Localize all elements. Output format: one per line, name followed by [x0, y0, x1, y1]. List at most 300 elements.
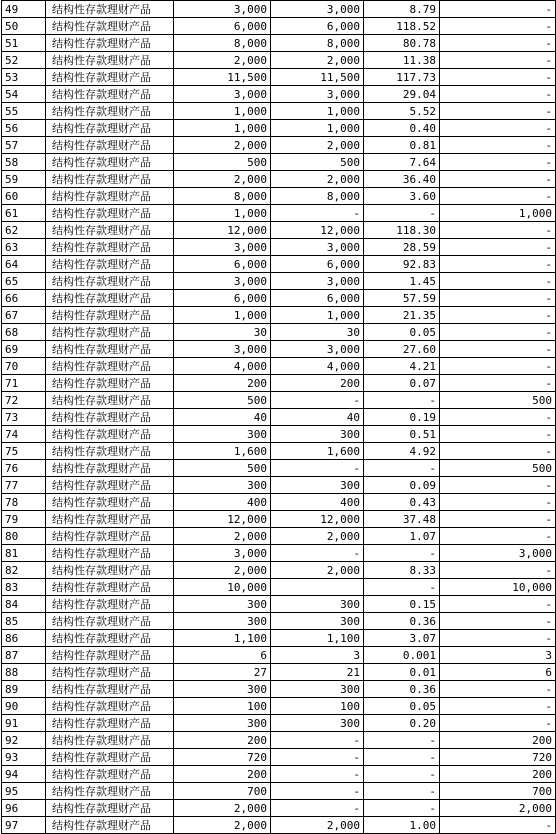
- amount-cell: 1,000: [174, 307, 271, 324]
- row-number-cell: 79: [2, 511, 46, 528]
- amount-cell: 30: [174, 324, 271, 341]
- table-row: [2, 69, 556, 86]
- income-cell: 21.35: [364, 307, 440, 324]
- product-name-cell: 结构性存款理财产品: [46, 681, 174, 698]
- income-cell: 0.05: [364, 698, 440, 715]
- outstanding-amount-cell: 500: [440, 460, 556, 477]
- outstanding-amount-cell: -: [440, 307, 556, 324]
- income-cell: -: [364, 205, 440, 222]
- income-cell: 1.45: [364, 273, 440, 290]
- row-number-cell: 62: [2, 222, 46, 239]
- row-number-cell: 58: [2, 154, 46, 171]
- income-cell: -: [364, 460, 440, 477]
- outstanding-amount-cell: 2,000: [440, 800, 556, 817]
- amount-cell: 400: [174, 494, 271, 511]
- table-row: [2, 494, 556, 511]
- outstanding-amount-cell: -: [440, 562, 556, 579]
- table-row: [2, 800, 556, 817]
- redeemed-amount-cell: 3,000: [271, 341, 364, 358]
- row-number-cell: 60: [2, 188, 46, 205]
- product-name-cell: 结构性存款理财产品: [46, 1, 174, 18]
- income-cell: 3.07: [364, 630, 440, 647]
- income-cell: 8.79: [364, 1, 440, 18]
- income-cell: 1.07: [364, 528, 440, 545]
- product-name-cell: 结构性存款理财产品: [46, 239, 174, 256]
- income-cell: 8.33: [364, 562, 440, 579]
- redeemed-amount-cell: 8,000: [271, 188, 364, 205]
- redeemed-amount-cell: 3,000: [271, 86, 364, 103]
- outstanding-amount-cell: -: [440, 35, 556, 52]
- outstanding-amount-cell: 720: [440, 749, 556, 766]
- product-name-cell: 结构性存款理财产品: [46, 205, 174, 222]
- income-cell: 0.20: [364, 715, 440, 732]
- amount-cell: 8,000: [174, 188, 271, 205]
- amount-cell: 2,000: [174, 528, 271, 545]
- outstanding-amount-cell: -: [440, 188, 556, 205]
- amount-cell: 1,000: [174, 103, 271, 120]
- row-number-cell: 63: [2, 239, 46, 256]
- row-number-cell: 53: [2, 69, 46, 86]
- table-row: [2, 341, 556, 358]
- redeemed-amount-cell: 3: [271, 647, 364, 664]
- amount-cell: 1,000: [174, 205, 271, 222]
- redeemed-amount-cell: -: [271, 732, 364, 749]
- row-number-cell: 72: [2, 392, 46, 409]
- table-row: [2, 392, 556, 409]
- income-cell: 0.15: [364, 596, 440, 613]
- product-name-cell: 结构性存款理财产品: [46, 630, 174, 647]
- income-cell: 0.40: [364, 120, 440, 137]
- product-name-cell: 结构性存款理财产品: [46, 817, 174, 834]
- row-number-cell: 77: [2, 477, 46, 494]
- redeemed-amount-cell: -: [271, 545, 364, 562]
- outstanding-amount-cell: -: [440, 817, 556, 834]
- outstanding-amount-cell: -: [440, 375, 556, 392]
- redeemed-amount-cell: 12,000: [271, 222, 364, 239]
- amount-cell: 2,000: [174, 800, 271, 817]
- amount-cell: 6: [174, 647, 271, 664]
- income-cell: -: [364, 766, 440, 783]
- redeemed-amount-cell: 11,500: [271, 69, 364, 86]
- table-row: [2, 732, 556, 749]
- income-cell: -: [364, 392, 440, 409]
- outstanding-amount-cell: 6: [440, 664, 556, 681]
- product-name-cell: 结构性存款理财产品: [46, 35, 174, 52]
- redeemed-amount-cell: 8,000: [271, 35, 364, 52]
- table-row: [2, 409, 556, 426]
- product-name-cell: 结构性存款理财产品: [46, 766, 174, 783]
- outstanding-amount-cell: -: [440, 528, 556, 545]
- amount-cell: 3,000: [174, 273, 271, 290]
- product-name-cell: 结构性存款理财产品: [46, 358, 174, 375]
- amount-cell: 200: [174, 766, 271, 783]
- redeemed-amount-cell: 2,000: [271, 562, 364, 579]
- product-name-cell: 结构性存款理财产品: [46, 154, 174, 171]
- redeemed-amount-cell: 2,000: [271, 171, 364, 188]
- income-cell: -: [364, 545, 440, 562]
- redeemed-amount-cell: 3,000: [271, 273, 364, 290]
- income-cell: 3.60: [364, 188, 440, 205]
- redeemed-amount-cell: -: [271, 749, 364, 766]
- product-name-cell: 结构性存款理财产品: [46, 749, 174, 766]
- row-number-cell: 81: [2, 545, 46, 562]
- row-number-cell: 49: [2, 1, 46, 18]
- amount-cell: 1,600: [174, 443, 271, 460]
- amount-cell: 27: [174, 664, 271, 681]
- income-cell: 0.07: [364, 375, 440, 392]
- table-row: [2, 324, 556, 341]
- product-name-cell: 结构性存款理财产品: [46, 545, 174, 562]
- outstanding-amount-cell: -: [440, 137, 556, 154]
- outstanding-amount-cell: -: [440, 239, 556, 256]
- amount-cell: 1,100: [174, 630, 271, 647]
- table-row: [2, 443, 556, 460]
- amount-cell: 200: [174, 375, 271, 392]
- row-number-cell: 55: [2, 103, 46, 120]
- outstanding-amount-cell: -: [440, 120, 556, 137]
- row-number-cell: 52: [2, 52, 46, 69]
- row-number-cell: 75: [2, 443, 46, 460]
- product-name-cell: 结构性存款理财产品: [46, 409, 174, 426]
- outstanding-amount-cell: -: [440, 630, 556, 647]
- income-cell: 117.73: [364, 69, 440, 86]
- table-row: [2, 562, 556, 579]
- financial-products-table: [1, 0, 556, 834]
- redeemed-amount-cell: -: [271, 460, 364, 477]
- row-number-cell: 89: [2, 681, 46, 698]
- outstanding-amount-cell: -: [440, 103, 556, 120]
- table-row: [2, 545, 556, 562]
- row-number-cell: 88: [2, 664, 46, 681]
- amount-cell: 3,000: [174, 545, 271, 562]
- redeemed-amount-cell: 6,000: [271, 18, 364, 35]
- amount-cell: 200: [174, 732, 271, 749]
- row-number-cell: 80: [2, 528, 46, 545]
- row-number-cell: 71: [2, 375, 46, 392]
- row-number-cell: 57: [2, 137, 46, 154]
- outstanding-amount-cell: -: [440, 273, 556, 290]
- outstanding-amount-cell: 1,000: [440, 205, 556, 222]
- outstanding-amount-cell: -: [440, 681, 556, 698]
- outstanding-amount-cell: -: [440, 290, 556, 307]
- amount-cell: 3,000: [174, 341, 271, 358]
- redeemed-amount-cell: 300: [271, 715, 364, 732]
- amount-cell: 3,000: [174, 1, 271, 18]
- redeemed-amount-cell: 300: [271, 426, 364, 443]
- product-name-cell: 结构性存款理财产品: [46, 562, 174, 579]
- amount-cell: 12,000: [174, 222, 271, 239]
- outstanding-amount-cell: -: [440, 1, 556, 18]
- income-cell: 4.92: [364, 443, 440, 460]
- amount-cell: 6,000: [174, 290, 271, 307]
- redeemed-amount-cell: -: [271, 766, 364, 783]
- amount-cell: 720: [174, 749, 271, 766]
- outstanding-amount-cell: -: [440, 69, 556, 86]
- product-name-cell: 结构性存款理财产品: [46, 732, 174, 749]
- redeemed-amount-cell: 300: [271, 613, 364, 630]
- redeemed-amount-cell: 12,000: [271, 511, 364, 528]
- income-cell: 0.05: [364, 324, 440, 341]
- income-cell: -: [364, 800, 440, 817]
- row-number-cell: 73: [2, 409, 46, 426]
- redeemed-amount-cell: -: [271, 392, 364, 409]
- income-cell: 1.00: [364, 817, 440, 834]
- product-name-cell: 结构性存款理财产品: [46, 137, 174, 154]
- table-row: [2, 460, 556, 477]
- outstanding-amount-cell: -: [440, 86, 556, 103]
- row-number-cell: 51: [2, 35, 46, 52]
- product-name-cell: 结构性存款理财产品: [46, 443, 174, 460]
- redeemed-amount-cell: 2,000: [271, 817, 364, 834]
- table-row: [2, 426, 556, 443]
- amount-cell: 300: [174, 715, 271, 732]
- amount-cell: 1,000: [174, 120, 271, 137]
- table-body: [2, 1, 556, 834]
- product-name-cell: 结构性存款理财产品: [46, 171, 174, 188]
- product-name-cell: 结构性存款理财产品: [46, 324, 174, 341]
- amount-cell: 3,000: [174, 239, 271, 256]
- outstanding-amount-cell: -: [440, 52, 556, 69]
- amount-cell: 3,000: [174, 86, 271, 103]
- product-name-cell: 结构性存款理财产品: [46, 222, 174, 239]
- income-cell: 5.52: [364, 103, 440, 120]
- product-name-cell: 结构性存款理财产品: [46, 426, 174, 443]
- outstanding-amount-cell: -: [440, 341, 556, 358]
- amount-cell: 100: [174, 698, 271, 715]
- redeemed-amount-cell: 100: [271, 698, 364, 715]
- outstanding-amount-cell: -: [440, 477, 556, 494]
- row-number-cell: 86: [2, 630, 46, 647]
- income-cell: -: [364, 579, 440, 596]
- product-name-cell: 结构性存款理财产品: [46, 800, 174, 817]
- redeemed-amount-cell: 3,000: [271, 239, 364, 256]
- row-number-cell: 83: [2, 579, 46, 596]
- product-name-cell: 结构性存款理财产品: [46, 477, 174, 494]
- table-row: [2, 596, 556, 613]
- outstanding-amount-cell: -: [440, 715, 556, 732]
- redeemed-amount-cell: 500: [271, 154, 364, 171]
- amount-cell: 2,000: [174, 817, 271, 834]
- table-row: [2, 647, 556, 664]
- table-row: [2, 171, 556, 188]
- redeemed-amount-cell: -: [271, 205, 364, 222]
- outstanding-amount-cell: -: [440, 596, 556, 613]
- table-row: [2, 273, 556, 290]
- outstanding-amount-cell: -: [440, 256, 556, 273]
- table-row: [2, 375, 556, 392]
- product-name-cell: 结构性存款理财产品: [46, 494, 174, 511]
- row-number-cell: 70: [2, 358, 46, 375]
- amount-cell: 300: [174, 681, 271, 698]
- table-row: [2, 290, 556, 307]
- redeemed-amount-cell: 300: [271, 596, 364, 613]
- product-name-cell: 结构性存款理财产品: [46, 188, 174, 205]
- table-row: [2, 613, 556, 630]
- amount-cell: 8,000: [174, 35, 271, 52]
- product-name-cell: 结构性存款理财产品: [46, 52, 174, 69]
- table-row: [2, 103, 556, 120]
- redeemed-amount-cell: 300: [271, 681, 364, 698]
- product-name-cell: 结构性存款理财产品: [46, 698, 174, 715]
- redeemed-amount-cell: 2,000: [271, 528, 364, 545]
- table-row: [2, 307, 556, 324]
- amount-cell: 2,000: [174, 562, 271, 579]
- income-cell: 0.36: [364, 681, 440, 698]
- table-row: [2, 579, 556, 596]
- income-cell: 0.19: [364, 409, 440, 426]
- redeemed-amount-cell: 21: [271, 664, 364, 681]
- table-row: [2, 239, 556, 256]
- income-cell: 28.59: [364, 239, 440, 256]
- amount-cell: 11,500: [174, 69, 271, 86]
- product-name-cell: 结构性存款理财产品: [46, 375, 174, 392]
- redeemed-amount-cell: 4,000: [271, 358, 364, 375]
- income-cell: 37.48: [364, 511, 440, 528]
- row-number-cell: 96: [2, 800, 46, 817]
- product-name-cell: 结构性存款理财产品: [46, 18, 174, 35]
- income-cell: -: [364, 783, 440, 800]
- outstanding-amount-cell: -: [440, 443, 556, 460]
- amount-cell: 500: [174, 460, 271, 477]
- outstanding-amount-cell: -: [440, 698, 556, 715]
- outstanding-amount-cell: -: [440, 409, 556, 426]
- amount-cell: 6,000: [174, 256, 271, 273]
- table-row: [2, 664, 556, 681]
- amount-cell: 10,000: [174, 579, 271, 596]
- product-name-cell: 结构性存款理财产品: [46, 715, 174, 732]
- outstanding-amount-cell: 500: [440, 392, 556, 409]
- outstanding-amount-cell: -: [440, 154, 556, 171]
- row-number-cell: 68: [2, 324, 46, 341]
- row-number-cell: 64: [2, 256, 46, 273]
- product-name-cell: 结构性存款理财产品: [46, 528, 174, 545]
- row-number-cell: 65: [2, 273, 46, 290]
- product-name-cell: 结构性存款理财产品: [46, 613, 174, 630]
- outstanding-amount-cell: 200: [440, 766, 556, 783]
- product-name-cell: 结构性存款理财产品: [46, 783, 174, 800]
- table-row: [2, 18, 556, 35]
- row-number-cell: 74: [2, 426, 46, 443]
- product-name-cell: 结构性存款理财产品: [46, 120, 174, 137]
- table-row: [2, 749, 556, 766]
- product-name-cell: 结构性存款理财产品: [46, 647, 174, 664]
- product-name-cell: 结构性存款理财产品: [46, 341, 174, 358]
- income-cell: 118.52: [364, 18, 440, 35]
- redeemed-amount-cell: 6,000: [271, 290, 364, 307]
- row-number-cell: 84: [2, 596, 46, 613]
- outstanding-amount-cell: -: [440, 494, 556, 511]
- outstanding-amount-cell: -: [440, 426, 556, 443]
- table-row: [2, 256, 556, 273]
- income-cell: 0.001: [364, 647, 440, 664]
- row-number-cell: 82: [2, 562, 46, 579]
- income-cell: 0.43: [364, 494, 440, 511]
- outstanding-amount-cell: 3,000: [440, 545, 556, 562]
- redeemed-amount-cell: 1,100: [271, 630, 364, 647]
- table-row: [2, 120, 556, 137]
- row-number-cell: 90: [2, 698, 46, 715]
- amount-cell: 40: [174, 409, 271, 426]
- outstanding-amount-cell: 10,000: [440, 579, 556, 596]
- income-cell: 0.01: [364, 664, 440, 681]
- table-row: [2, 154, 556, 171]
- table-row: [2, 52, 556, 69]
- outstanding-amount-cell: -: [440, 613, 556, 630]
- product-name-cell: 结构性存款理财产品: [46, 392, 174, 409]
- amount-cell: 2,000: [174, 137, 271, 154]
- product-name-cell: 结构性存款理财产品: [46, 664, 174, 681]
- outstanding-amount-cell: -: [440, 511, 556, 528]
- outstanding-amount-cell: -: [440, 222, 556, 239]
- table-row: [2, 698, 556, 715]
- table-row: [2, 222, 556, 239]
- amount-cell: 300: [174, 613, 271, 630]
- product-name-cell: 结构性存款理财产品: [46, 290, 174, 307]
- income-cell: 0.51: [364, 426, 440, 443]
- row-number-cell: 54: [2, 86, 46, 103]
- table-row: [2, 783, 556, 800]
- redeemed-amount-cell: -: [271, 800, 364, 817]
- redeemed-amount-cell: 200: [271, 375, 364, 392]
- table-row: [2, 86, 556, 103]
- row-number-cell: 59: [2, 171, 46, 188]
- income-cell: -: [364, 732, 440, 749]
- income-cell: 7.64: [364, 154, 440, 171]
- row-number-cell: 87: [2, 647, 46, 664]
- row-number-cell: 78: [2, 494, 46, 511]
- row-number-cell: 67: [2, 307, 46, 324]
- table-row: [2, 630, 556, 647]
- product-name-cell: 结构性存款理财产品: [46, 256, 174, 273]
- row-number-cell: 85: [2, 613, 46, 630]
- row-number-cell: 61: [2, 205, 46, 222]
- income-cell: 4.21: [364, 358, 440, 375]
- product-name-cell: 结构性存款理财产品: [46, 596, 174, 613]
- income-cell: 0.81: [364, 137, 440, 154]
- income-cell: 11.38: [364, 52, 440, 69]
- amount-cell: 2,000: [174, 171, 271, 188]
- redeemed-amount-cell: 2,000: [271, 137, 364, 154]
- table-row: [2, 681, 556, 698]
- table-row: [2, 477, 556, 494]
- outstanding-amount-cell: -: [440, 324, 556, 341]
- table-row: [2, 137, 556, 154]
- row-number-cell: 94: [2, 766, 46, 783]
- redeemed-amount-cell: 40: [271, 409, 364, 426]
- outstanding-amount-cell: 3: [440, 647, 556, 664]
- amount-cell: 300: [174, 426, 271, 443]
- outstanding-amount-cell: 200: [440, 732, 556, 749]
- income-cell: -: [364, 749, 440, 766]
- row-number-cell: 66: [2, 290, 46, 307]
- table-row: [2, 1, 556, 18]
- product-name-cell: 结构性存款理财产品: [46, 579, 174, 596]
- redeemed-amount-cell: 1,000: [271, 120, 364, 137]
- amount-cell: 500: [174, 154, 271, 171]
- income-cell: 57.59: [364, 290, 440, 307]
- row-number-cell: 76: [2, 460, 46, 477]
- table-row: [2, 188, 556, 205]
- row-number-cell: 92: [2, 732, 46, 749]
- row-number-cell: 56: [2, 120, 46, 137]
- product-name-cell: 结构性存款理财产品: [46, 511, 174, 528]
- income-cell: 0.09: [364, 477, 440, 494]
- row-number-cell: 50: [2, 18, 46, 35]
- redeemed-amount-cell: 3,000: [271, 1, 364, 18]
- table-row: [2, 817, 556, 834]
- amount-cell: 300: [174, 596, 271, 613]
- income-cell: 80.78: [364, 35, 440, 52]
